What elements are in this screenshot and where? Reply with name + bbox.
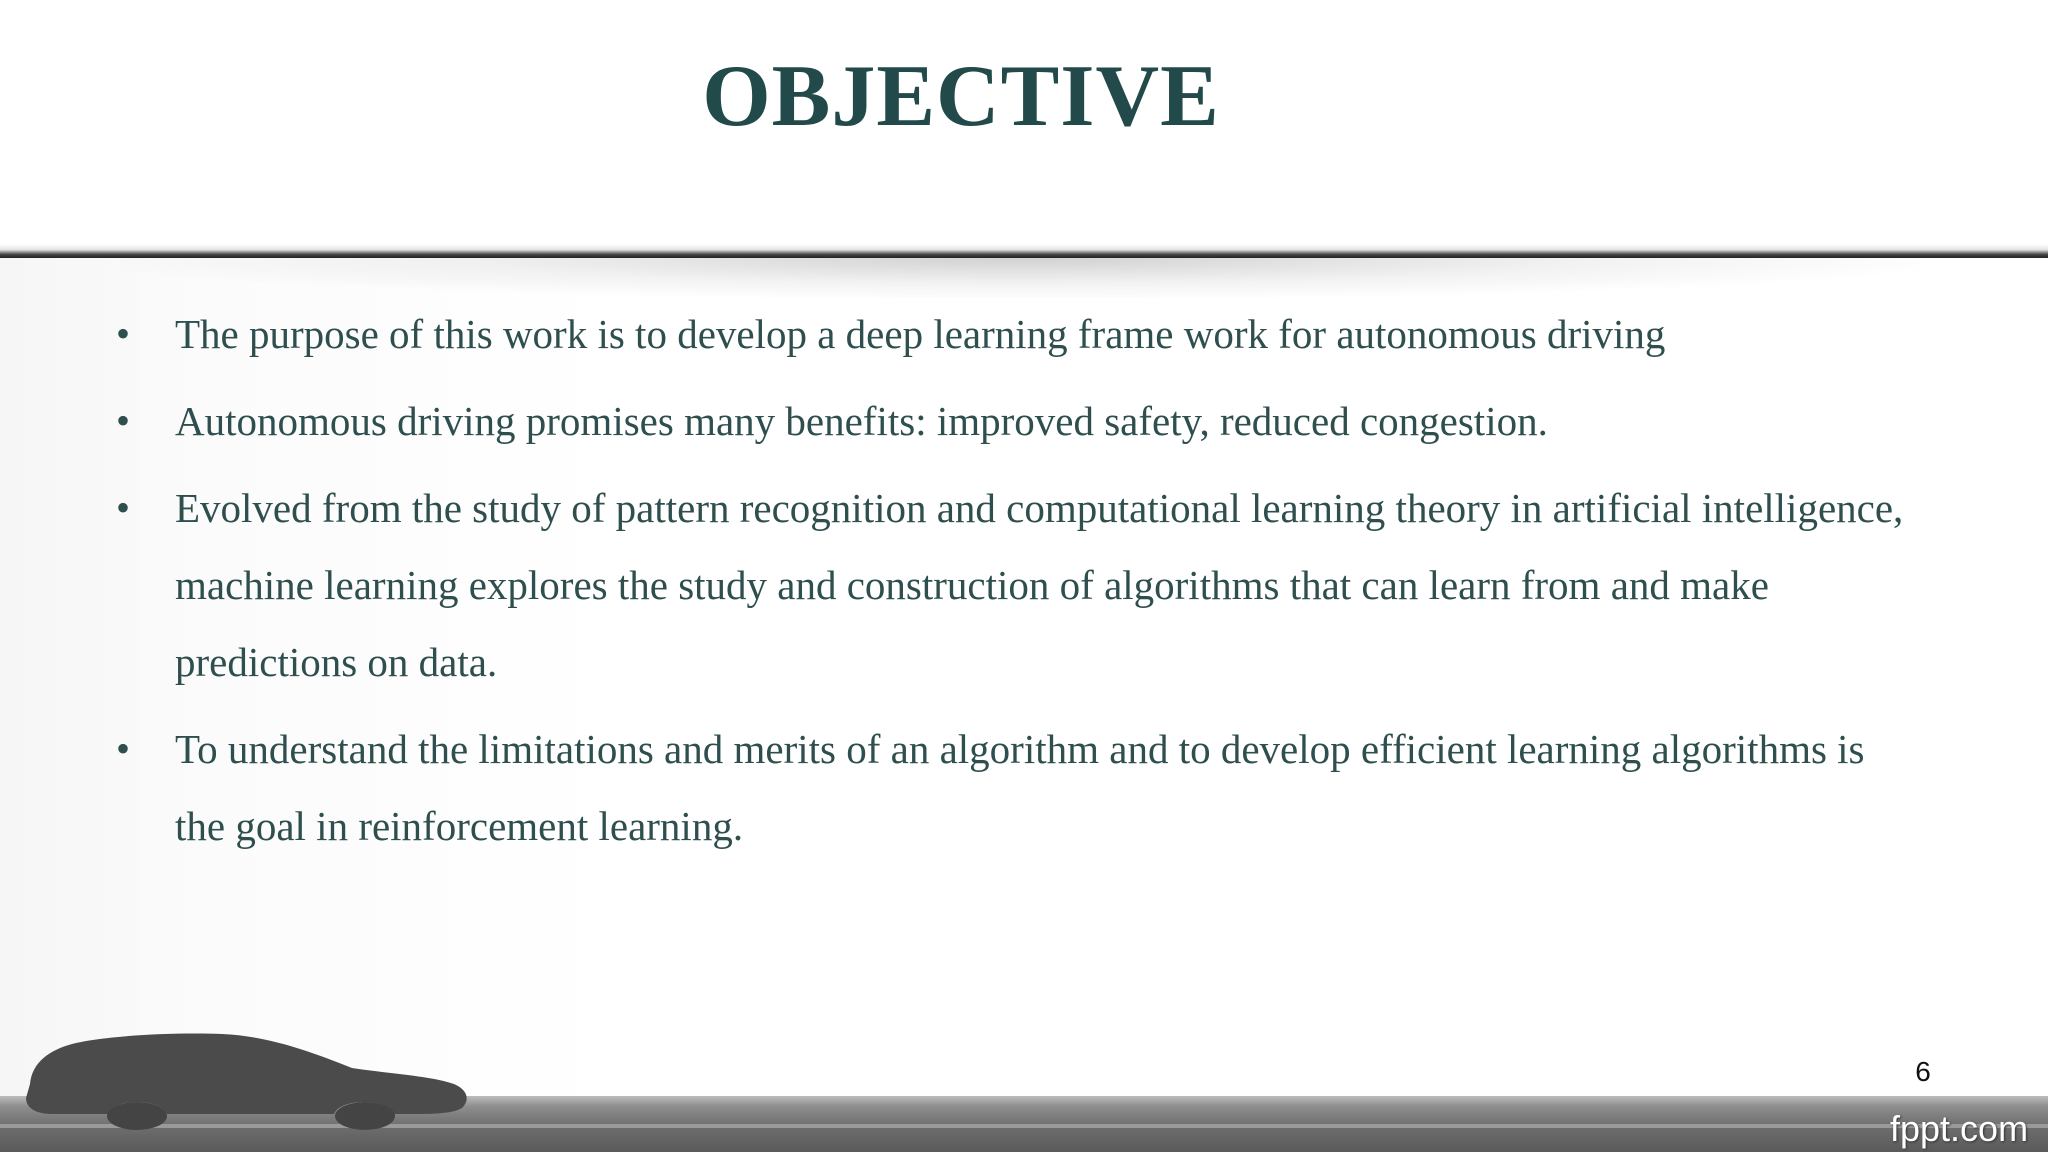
bullet-marker: •	[116, 311, 131, 356]
bullet-text: Autonomous driving promises many benefits: improved safety, reduced congestion.	[175, 398, 1548, 444]
bullet-text: The purpose of this work is to develop a deep learning frame work for autonomous driving	[175, 311, 1666, 357]
bullet-text: To understand the limitations and merits of an algorithm and to develop efficient learning algorithms is the goal in reinforcement learning.	[175, 726, 1865, 849]
bullet-marker: •	[116, 726, 131, 771]
slide-title: OBJECTIVE	[702, 48, 1220, 145]
brand-watermark: fppt.com	[1890, 1108, 2029, 1149]
bullet-marker: •	[116, 485, 131, 530]
title-divider	[0, 244, 2048, 258]
car-silhouette-icon	[22, 1014, 472, 1132]
bullet-text: Evolved from the study of pattern recognition and computational learning theory in artificial intelligence, machine learning explores the study and construction of algorithms that can learn from and make predictions on data.	[175, 485, 1904, 685]
bullet-marker: •	[116, 398, 131, 443]
page-number: 6	[1915, 1056, 1931, 1087]
divider-shadow	[120, 258, 1920, 298]
